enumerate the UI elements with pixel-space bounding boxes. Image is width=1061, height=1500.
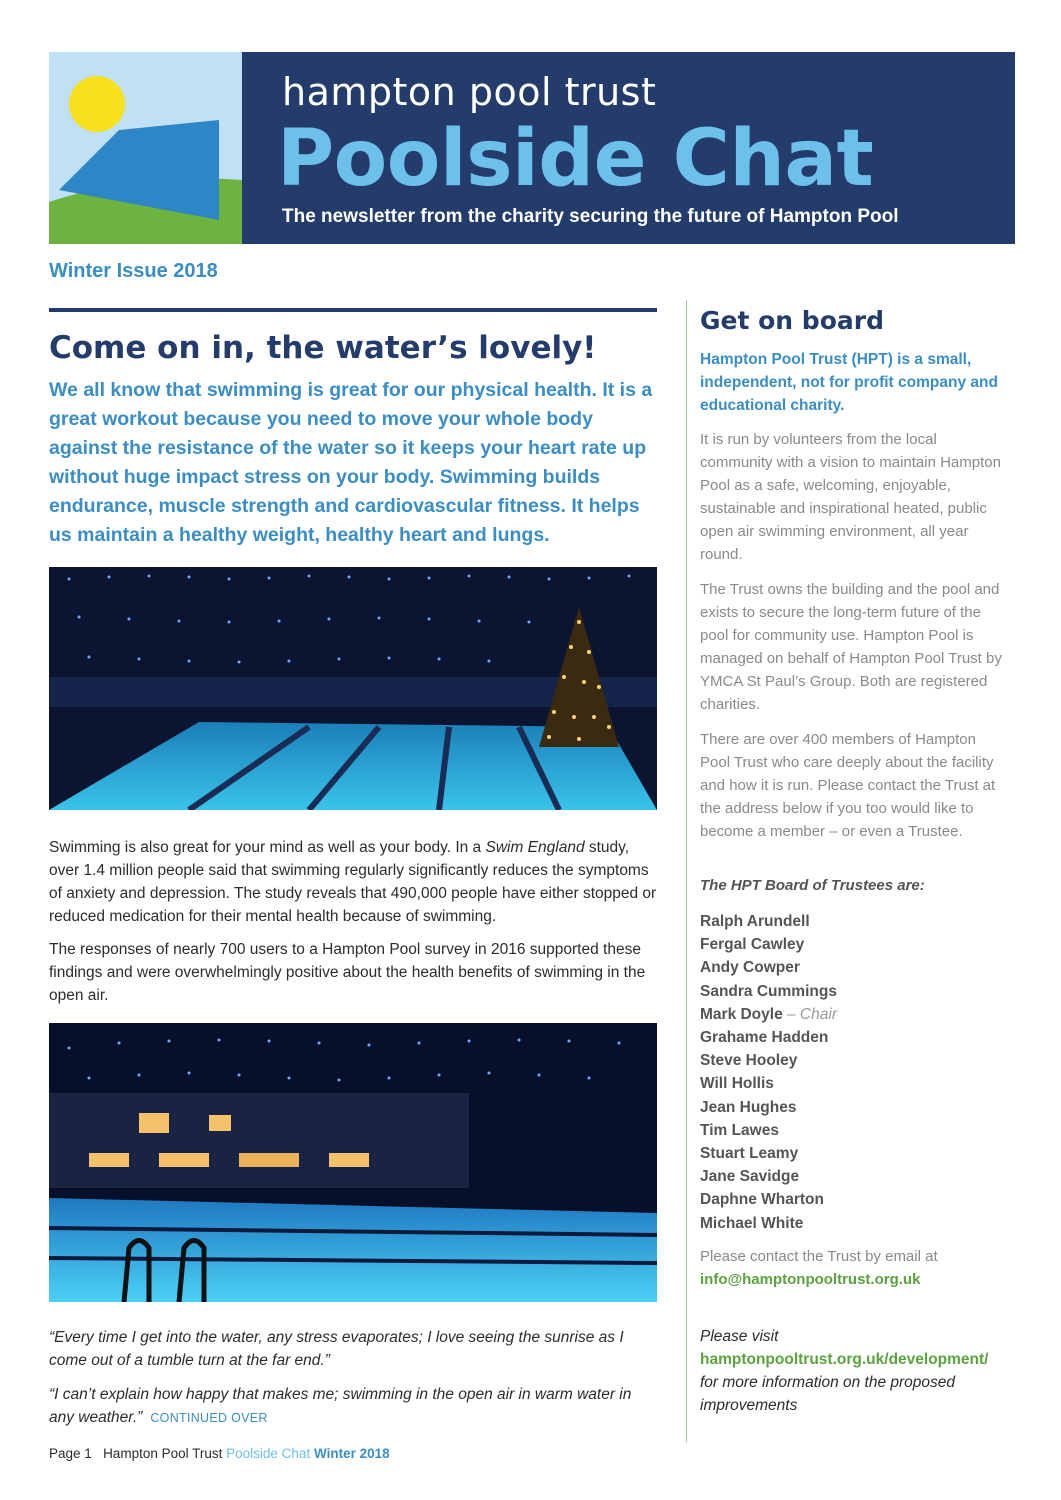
brand-name: hampton pool trust — [282, 70, 657, 114]
newsletter-title: Poolside Chat — [277, 114, 874, 204]
trustees-heading: The HPT Board of Trustees are: — [700, 877, 925, 894]
trustee-name: Tim Lawes — [700, 1121, 779, 1139]
sidebar-title: Get on board — [700, 306, 884, 335]
article-lead: We all know that swimming is great for our physical health. It is a great workout because you need to move your whole body against the resistance of the water so it keeps your heart rate up without huge impact stress on your body. Swimming builds endurance, muscle strength and cardiovascular fitness. It helps us maintain a healthy weight, healthy heart and lungs. — [49, 379, 653, 546]
body-paragraph-2: The responses of nearly 700 users to a Hampton Pool survey in 2016 supported these findings and were overwhelmingly positive about the health benefits of swimming in the open air. — [49, 941, 646, 1004]
testimonial-quote-2: “I can’t explain how happy that makes me; swimming in the open air in warm water in any weather.” CONTINUED OVER — [49, 1386, 632, 1426]
page-footer — [49, 1446, 390, 1461]
issue-label: Winter Issue 2018 — [49, 260, 218, 282]
trustee-name: Stuart Leamy — [700, 1145, 799, 1163]
tagline: The newsletter from the charity securing the future of Hampton Pool — [282, 206, 899, 227]
trustee-name: Steve Hooley — [700, 1052, 798, 1070]
development-link[interactable]: hamptonpooltrust.org.uk/development/ — [700, 1351, 989, 1368]
page-number: Page 1 — [49, 1446, 92, 1461]
trustee-name: Sandra Cummings — [700, 982, 837, 1000]
contact-block — [700, 1245, 1005, 1291]
trustee-name: Michael White — [700, 1214, 804, 1232]
trustee-name: Daphne Wharton — [700, 1191, 824, 1209]
contact-text: Please contact the Trust by email at — [700, 1248, 938, 1265]
article-headline: Come on in, the water’s lovely! — [49, 330, 597, 366]
section-rule — [49, 308, 657, 312]
footer-org: Hampton Pool Trust — [103, 1446, 223, 1461]
pool-photo-night — [49, 1023, 657, 1302]
body-paragraph-1: Swimming is also great for your mind as well as your body. In a Swim England study, over 1.4 million people said that swimming regularly significantly reduces the symptoms of anxiety and depression. The study reveals that 490,000 people have either stopped or reduced medication for their mental health because of swimming. — [49, 839, 657, 925]
trustee-name: Jane Savidge — [700, 1168, 800, 1186]
trustee-name: Grahame Hadden — [700, 1029, 829, 1047]
testimonial-quote-1: “Every time I get into the water, any stress evaporates; I love seeing the sunrise as I come out of a tumble turn at the far end.” — [49, 1329, 624, 1369]
pool-photo-christmas-tree — [49, 567, 657, 810]
trustee-name: Fergal Cawley — [700, 936, 805, 954]
chair-role: – Chair — [782, 1005, 837, 1023]
masthead — [49, 52, 1015, 244]
sidebar-paragraph-2: The Trust owns the building and the pool and exists to secure the long-term future of the pool for community use. Hampton Pool is managed on behalf of Hampton Pool Trust by YMCA St Paul’s Group. Both are registered charities. — [700, 581, 1002, 713]
pool-trust-logo — [49, 52, 242, 244]
sidebar-lead: Hampton Pool Trust (HPT) is a small, independent, not for profit company and educational charity. — [700, 351, 998, 414]
visit-block: Please visit hamptonpooltrust.org.uk/development/ for more information on the proposed improvements — [700, 1328, 989, 1414]
sidebar-paragraph-3: There are over 400 members of Hampton Pool Trust who care deeply about the facility and how it is run. Please contact the Trust at the address below if you too would like to become a member – or even a Trustee. — [700, 731, 996, 840]
article-body — [49, 836, 659, 1017]
footer-edition: Winter 2018 — [313, 1446, 390, 1461]
trustee-name: Ralph Arundell — [700, 913, 810, 930]
continued-over-label: CONTINUED OVER — [150, 1411, 268, 1425]
trustee-name: Will Hollis — [700, 1075, 774, 1093]
sidebar-paragraph-1: It is run by volunteers from the local community with a vision to maintain Hampton Pool as a safe, welcoming, enjoyable, sustainable and inspirational heated, public open air swimming environment, all year round. — [700, 431, 1001, 563]
column-divider — [686, 300, 687, 1442]
footer-publication: Poolside Chat — [226, 1446, 311, 1461]
contact-email-link[interactable]: info@hamptonpooltrust.org.uk — [700, 1271, 921, 1288]
trustees-list — [700, 910, 1005, 1235]
trustee-name-chair: Mark Doyle – Chair — [700, 1005, 837, 1023]
trustee-name: Jean Hughes — [700, 1098, 797, 1116]
trustee-name: Andy Cowper — [700, 959, 800, 977]
